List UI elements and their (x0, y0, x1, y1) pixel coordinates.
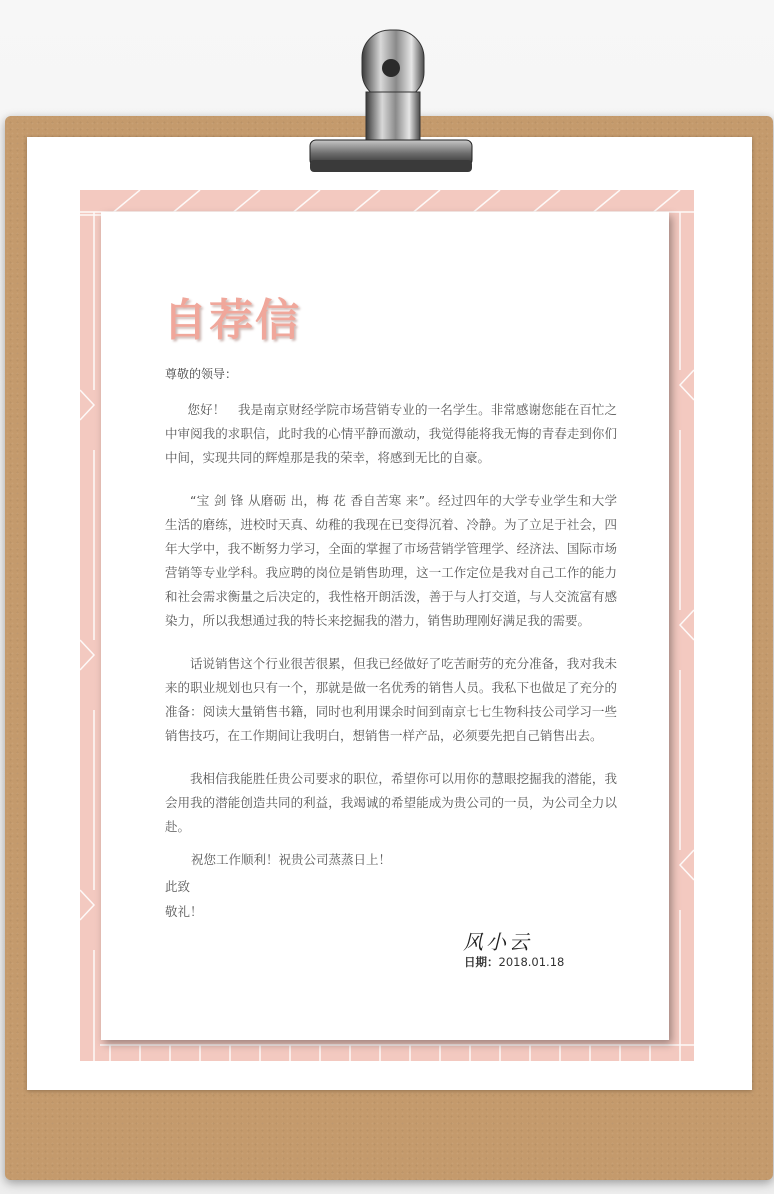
handwritten-signature: 风小云 (463, 930, 532, 954)
paragraph-4: 我相信我能胜任贵公司要求的职位，希望你可以用你的慧眼挖掘我的潜能，我会用我的潜能创造共同的利益，我竭诚的希望能成为贵公司的一员，为公司全力以赴。 (165, 771, 617, 834)
paragraph-1: 您好！ 我是南京财经学院市场营销专业的一名学生。非常感谢您能在百忙之中审阅我的求职信，此时我的心情平静而激动，我觉得能将我无悔的青春走到你们中间，实现共同的辉煌那是我的荣幸，将感到无比的自豪。 (165, 402, 617, 465)
paragraph-3: 话说销售这个行业很苦很累，但我已经做好了吃苦耐劳的充分准备，我对我未来的职业规划也只有一个，那就是做一名优秀的销售人员。我私下也做足了充分的准备：阅读大量销售书籍，同时也利用课余时间到南京七七生物科技公司学习一些销售技巧，在工作期间让我明白，想销售一样产品，必须要先把自己销售出去。 (165, 656, 617, 743)
closing-jingli: 敬礼！ (165, 904, 203, 919)
salutation: 尊敬的领导： (165, 367, 238, 381)
letter-page (101, 212, 669, 1040)
paragraph-2: “宝 剑 锋 从磨砺 出，梅 花 香自苦寒 来”。经过四年的大学专业学生和大学生活的磨练，进校时天真、幼稚的我现在已变得沉着、冷静。为了立足于社会，四年大学中，我不断努力学习，全面的掌握了市场营销学管理学、经济法、国际市场营销等专业学科。我应聘的岗位是销售助理，这一工作定位是我对自己工作的能力和社会需求衡量之后决定的，我性格开朗活泼，善于与人打交道，与人交流富有感染力，所以我想通过我的特长来挖掘我的潜力，销售助理刚好满足我的需要。 (165, 493, 617, 628)
letter-body (165, 398, 617, 839)
date-line (464, 954, 564, 970)
letter-title: 自荐信 (163, 295, 301, 346)
date-label: 日期： (464, 955, 499, 969)
wishes-line: 祝您工作顺利！祝贵公司蒸蒸日上！ (191, 852, 392, 867)
closing-cizhi: 此致 (165, 879, 191, 894)
date-value: 2018.01.18 (498, 955, 565, 969)
binder-clip-icon (300, 22, 480, 182)
